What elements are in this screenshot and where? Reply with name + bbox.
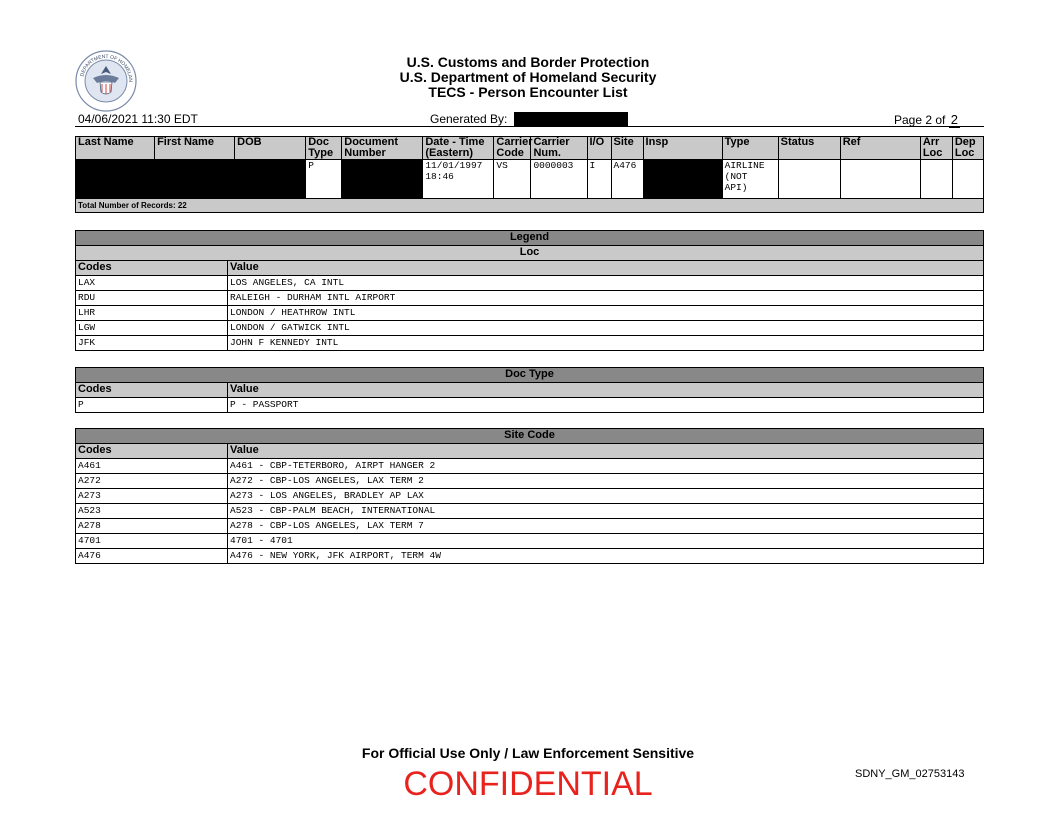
loc-code: LAX: [76, 276, 228, 291]
site-value: A461 - CBP-TETERBORO, AIRPT HANGER 2: [228, 459, 984, 474]
list-item: [76, 291, 984, 306]
encounter-table: [75, 136, 984, 213]
official-use-notice: For Official Use Only / Law Enforcement Sensitive: [361, 745, 695, 761]
codes-header: Codes: [76, 444, 228, 459]
site-value: A272 - CBP-LOS ANGELES, LAX TERM 2: [228, 474, 984, 489]
site-code: A461: [76, 459, 228, 474]
svg-text:DEPARTMENT OF HOMELAND SECURIT: DEPARTMENT OF HOMELAN: [79, 53, 134, 83]
redacted-last-name: [76, 160, 155, 199]
redacted-dob: [235, 160, 306, 199]
cell-dep-loc: [952, 160, 983, 199]
site-value: A273 - LOS ANGELES, BRADLEY AP LAX: [228, 489, 984, 504]
site-code: 4701: [76, 534, 228, 549]
list-item: [76, 534, 984, 549]
list-item: [76, 489, 984, 504]
col-insp: Insp: [643, 137, 722, 160]
cell-status: [778, 160, 840, 199]
site-value: A476 - NEW YORK, JFK AIRPORT, TERM 4W: [228, 549, 984, 564]
legend-doc-type-table: [75, 367, 984, 413]
loc-code: LHR: [76, 306, 228, 321]
redacted-insp: [643, 160, 722, 199]
col-ref: Ref: [840, 137, 920, 160]
list-item: [76, 519, 984, 534]
site-code: A523: [76, 504, 228, 519]
page-indicator: [894, 112, 960, 127]
loc-code: LGW: [76, 321, 228, 336]
cell-date-time: 11/01/1997 18:46: [423, 160, 494, 199]
site-value: A278 - CBP-LOS ANGELES, LAX TERM 7: [228, 519, 984, 534]
loc-code: RDU: [76, 291, 228, 306]
col-dep-loc: Dep Loc: [952, 137, 983, 160]
col-last-name: Last Name: [76, 137, 155, 160]
legend-loc-table: [75, 230, 984, 351]
col-type: Type: [722, 137, 778, 160]
list-item: [76, 504, 984, 519]
page-label: Page 2 of: [894, 113, 946, 127]
report-title: TECS - Person Encounter List: [428, 84, 628, 100]
report-date: 04/06/2021 11:30 EDT: [78, 112, 198, 126]
loc-value: RALEIGH - DURHAM INTL AIRPORT: [228, 291, 984, 306]
value-header: Value: [228, 261, 984, 276]
doc-type-value: P - PASSPORT: [228, 398, 984, 413]
codes-header: Codes: [76, 261, 228, 276]
list-item: [76, 306, 984, 321]
cell-ref: [840, 160, 920, 199]
codes-header: Codes: [76, 383, 228, 398]
value-header: Value: [228, 444, 984, 459]
loc-value: LONDON / HEATHROW INTL: [228, 306, 984, 321]
site-value: A523 - CBP-PALM BEACH, INTERNATIONAL: [228, 504, 984, 519]
site-code: A476: [76, 549, 228, 564]
col-document-number: Document Number: [342, 137, 423, 160]
header-rule: [75, 126, 984, 127]
cell-arr-loc: [920, 160, 952, 199]
cell-io: I: [587, 160, 611, 199]
department-title: U.S. Department of Homeland Security: [399, 69, 657, 85]
list-item: [76, 276, 984, 291]
cell-doc-type: P: [306, 160, 342, 199]
legend-title: Legend: [76, 231, 984, 246]
site-code: A272: [76, 474, 228, 489]
bates-number: SDNY_GM_02753143: [855, 768, 965, 780]
table-row: [76, 160, 984, 199]
page-total: 2: [950, 112, 958, 127]
cell-site: A476: [611, 160, 643, 199]
cell-type: AIRLINE (NOT API): [722, 160, 778, 199]
confidential-stamp: CONFIDENTIAL: [403, 765, 653, 803]
col-dob: DOB: [235, 137, 306, 160]
col-first-name: First Name: [155, 137, 235, 160]
col-arr-loc: Arr Loc: [920, 137, 952, 160]
col-carrier-code: Carrier Code: [494, 137, 531, 160]
list-item: [76, 459, 984, 474]
loc-value: LONDON / GATWICK INTL: [228, 321, 984, 336]
site-code-title: Site Code: [76, 429, 984, 444]
encounter-header-row: [76, 137, 984, 160]
generated-by-label: Generated By:: [430, 112, 508, 126]
loc-value: LOS ANGELES, CA INTL: [228, 276, 984, 291]
agency-title: U.S. Customs and Border Protection: [406, 54, 650, 70]
col-io: I/O: [587, 137, 611, 160]
col-status: Status: [778, 137, 840, 160]
col-doc-type: Doc Type: [306, 137, 342, 160]
redacted-document-number: [342, 160, 423, 199]
site-code: A278: [76, 519, 228, 534]
list-item: [76, 336, 984, 351]
list-item: [76, 549, 984, 564]
list-item: [76, 474, 984, 489]
value-header: Value: [228, 383, 984, 398]
total-records: Total Number of Records: 22: [76, 199, 984, 213]
list-item: [76, 398, 984, 413]
loc-value: JOHN F KENNEDY INTL: [228, 336, 984, 351]
loc-code: JFK: [76, 336, 228, 351]
doc-type-code: P: [76, 398, 228, 413]
loc-title: Loc: [76, 246, 984, 261]
site-value: 4701 - 4701: [228, 534, 984, 549]
total-row: [76, 199, 984, 213]
col-carrier-num: Carrier Num.: [531, 137, 587, 160]
doc-type-title: Doc Type: [76, 368, 984, 383]
col-site: Site: [611, 137, 643, 160]
site-code: A273: [76, 489, 228, 504]
legend-site-code-table: [75, 428, 984, 564]
cell-carrier-num: 0000003: [531, 160, 587, 199]
redacted-first-name: [155, 160, 235, 199]
col-date-time: Date - Time (Eastern): [423, 137, 494, 160]
list-item: [76, 321, 984, 336]
cell-carrier-code: VS: [494, 160, 531, 199]
